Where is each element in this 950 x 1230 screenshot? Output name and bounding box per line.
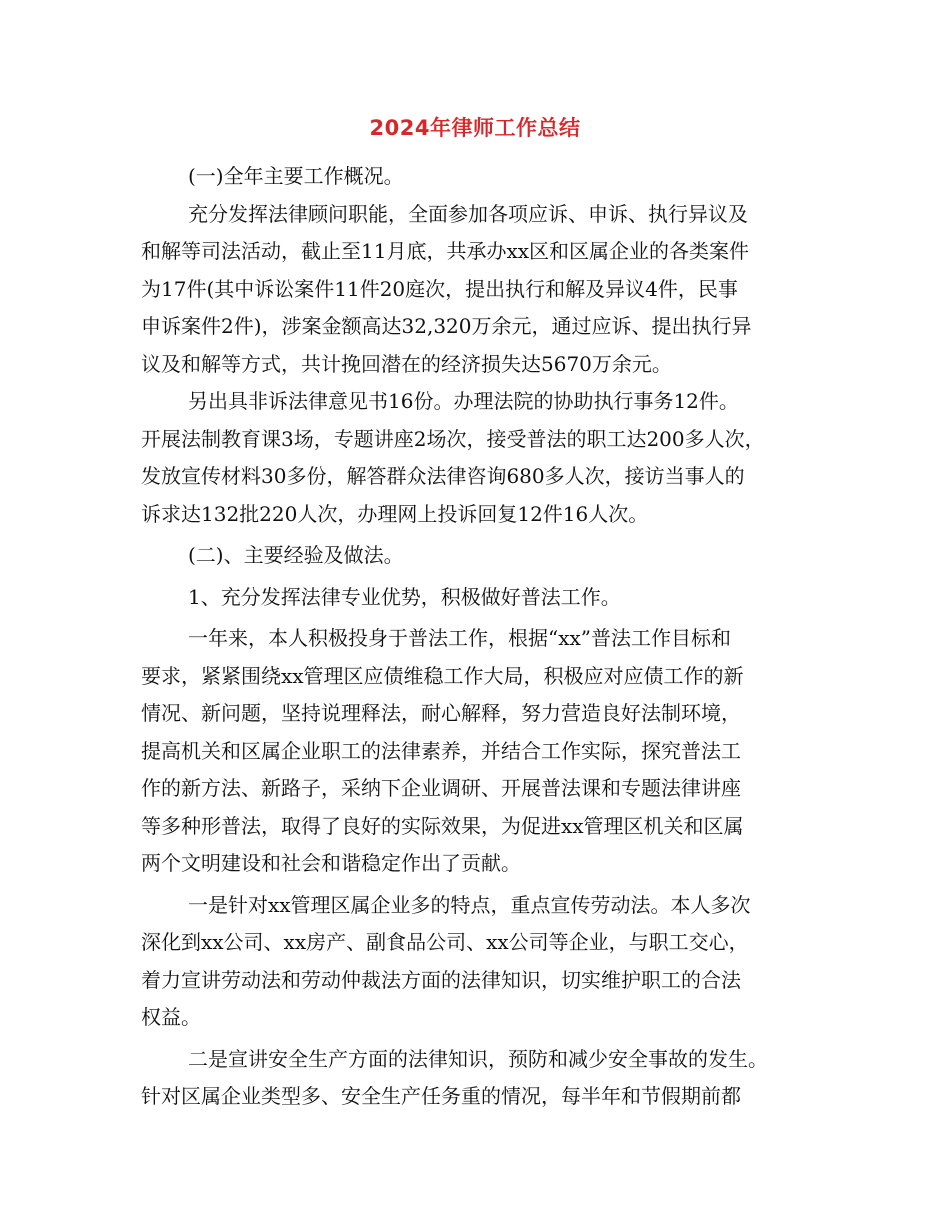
text-line: 一是针对xx管理区属企业多的特点，重点宣传劳动法。本人多次	[188, 892, 751, 917]
text-line: 针对区属企业类型多、安全生产任务重的情况，每半年和节假期前都	[141, 1084, 741, 1108]
text-line: 着力宣讲劳动法和劳动仲裁法方面的法律知识，切实维护职工的合法	[141, 967, 741, 992]
text-line: 两个文明建设和社会和谐稳定作出了贡献。	[141, 851, 521, 875]
text-line: 开展法制教育课3场，专题讲座2场次，接受普法的职工达200多人次，	[141, 426, 765, 451]
text-line: 另出具非诉法律意见书16份。办理法院的协助执行事务12件。	[188, 389, 739, 413]
text-line: 等多种形普法，取得了良好的实际效果，为促进xx管理区机关和区属	[141, 813, 744, 838]
text-line: 和解等司法活动，截止至11月底，共承办xx区和区属企业的各类案件	[141, 239, 750, 263]
text-line: 情况、新问题，坚持说理释法，耐心解释，努力营造良好法制环境，	[141, 701, 741, 725]
text-line: 二是宣讲安全生产方面的法律知识，预防和减少安全事故的发生。	[188, 1046, 768, 1071]
text-line: 权益。	[141, 1005, 201, 1029]
text-line: (一)全年主要工作概况。	[188, 164, 404, 188]
text-line: 1、充分发挥法律专业优势，积极做好普法工作。	[188, 584, 621, 609]
text-line: 一年来，本人积极投身于普法工作，根据“xx”普法工作目标和	[188, 626, 732, 650]
document-body	[141, 158, 821, 1116]
text-line: 议及和解等方式，共计挽回潜在的经济损失达5670万余元。	[141, 351, 672, 376]
text-line: 发放宣传材料30多份，解答群众法律咨询680多人次，接访当事人的	[141, 464, 745, 488]
text-line: 充分发挥法律顾问职能，全面参加各项应诉、申诉、执行异议及	[188, 201, 748, 226]
text-line: 要求，紧紧围绕xx管理区应债维稳工作大局，积极应对应债工作的新	[141, 663, 744, 688]
text-line: 深化到xx公司、xx房产、副食品公司、xx公司等企业，与职工交心，	[141, 930, 749, 954]
text-line: (二)、主要经验及做法。	[188, 543, 404, 567]
document-title: 2024年律师工作总结	[369, 116, 581, 140]
text-line: 作的新方法、新路子，采纳下企业调研、开展普法课和专题法律讲座	[141, 776, 741, 800]
text-line: 诉求达132批220人次，办理网上投诉回复12件16人次。	[141, 501, 649, 526]
text-line: 申诉案件2件)，涉案金额高达32,320万余元，通过应诉、提出执行异	[141, 314, 752, 338]
text-line: 提高机关和区属企业职工的法律素养，并结合工作实际，探究普法工	[141, 738, 741, 763]
text-line: 为17件(其中诉讼案件11件20庭次，提出执行和解及异议4件，民事	[141, 276, 738, 301]
